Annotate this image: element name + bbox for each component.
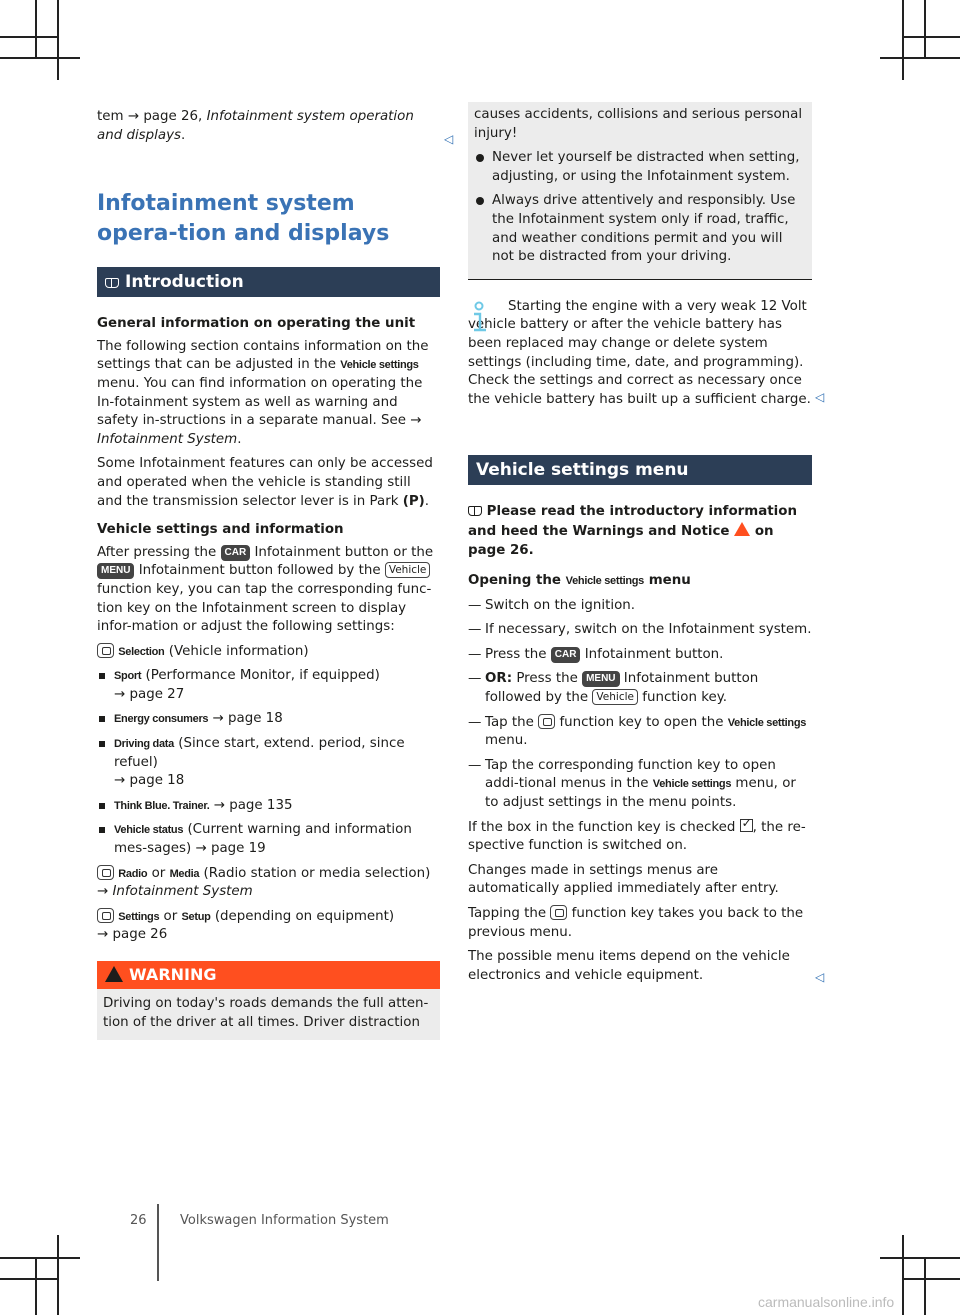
steps-list	[468, 597, 812, 813]
crop-mark	[880, 1257, 960, 1259]
list-item: Always drive attentively and responsibly. Use the Infotainment system only if road, traffic, and weather conditions permit and you will not be distracted from your driving.	[474, 192, 806, 266]
crop-mark	[924, 0, 926, 57]
warning-header: WARNING	[97, 961, 440, 989]
opening-heading: Opening the Vehicle settings menu	[468, 573, 691, 589]
warning-continued: causes accidents, collisions and serious personal injury! Never let yourself be distracted when setting, adjusting, or using the Infotainment system. Always drive attentively and responsibly. Use the Infotainment system only if road, traffic, and weather conditions permit and you will not be distracted from your driving.	[468, 102, 812, 280]
list-item: — Switch on the ignition.	[468, 597, 812, 616]
paragraph-buttons: After pressing the CAR Infotainment button or the MENU Infotainment button followed by the Vehicle function key, you can tap the corresponding func-tion key on the Infotainment screen to display infor-mation or adjust the following settings:	[97, 544, 434, 635]
warning-triangle-icon	[734, 522, 750, 536]
car-info-icon	[97, 643, 114, 658]
radio-line: Radio or Media (Radio station or media selection) → Infotainment System	[97, 865, 431, 900]
list-item: — Tap the function key to open the Vehicle settings menu.	[468, 714, 812, 751]
end-of-section-icon: ◁	[444, 132, 454, 146]
page-link[interactable]: page 135	[229, 797, 293, 813]
list-item: — OR: Press the MENU Infotainment button followed by the Vehicle function key.	[468, 670, 812, 707]
read-intro: Please read the introductory information and heed the Warnings and Notice on page 26.	[468, 504, 797, 558]
crop-mark	[0, 57, 80, 59]
list-item: Energy consumers → page 18	[97, 710, 440, 729]
crop-mark	[0, 1278, 58, 1280]
list-item: — If necessary, switch on the Infotainment system.	[468, 621, 812, 640]
page-footer	[130, 1212, 389, 1231]
paragraph-changes: Changes made in settings menus are automatically applied immediately after entry.	[468, 862, 779, 897]
crop-mark	[35, 0, 37, 57]
crop-mark	[902, 1235, 904, 1315]
warning-bullets	[474, 149, 806, 267]
paragraph-checkbox: If the box in the function key is checked ✓ , the re-spective function is switched on.	[468, 819, 812, 856]
paragraph-intro: The following section contains information on the settings that can be adjusted in the Vehicle settings menu. You can find information on operating the In-fotainment system as well as warning and safety in-structions in a separate manual. See → Infotainment System.	[97, 338, 429, 447]
list-item: Think Blue. Trainer. → page 135	[97, 797, 440, 816]
menu-button-icon: MENU	[582, 671, 619, 687]
menu-button-icon: MENU	[97, 563, 134, 579]
crop-mark	[902, 0, 904, 80]
crop-mark	[902, 1278, 960, 1280]
paragraph-park: Some Infotainment features can only be accessed and operated when the vehicle is standing still and the transmission selector lever is in Park (P).	[97, 456, 433, 509]
car-button-icon: CAR	[221, 545, 251, 561]
section-bar-vehicle-settings: Vehicle settings menu	[468, 455, 812, 485]
settings-line: Settings or Setup (depending on equipment) → page 26	[97, 908, 395, 943]
page-link[interactable]: page 18	[129, 773, 185, 789]
list-item: Vehicle status (Current warning and information mes-sages) → page 19	[97, 821, 440, 858]
left-column	[97, 108, 454, 1040]
book-icon	[105, 278, 119, 288]
info-icon	[468, 300, 490, 334]
intro-run-on: tem → page 26, Infotainment system operation and displays.	[97, 109, 414, 143]
warning-triangle-icon	[105, 966, 123, 982]
page-link[interactable]: page 19	[210, 841, 266, 857]
list-item: Driving data (Since start, extend. period, since refuel) → page 18	[97, 735, 440, 791]
crop-mark	[57, 0, 59, 80]
crop-mark	[0, 36, 58, 38]
warning-body: Driving on today's roads demands the full atten-tion of the driver at all times. Driver distraction	[97, 989, 440, 1040]
settings-icon	[97, 908, 114, 923]
note-block: Starting the engine with a very weak 12 Volt vehicle battery or after the vehicle battery has been replaced may change or delete system settings (including time, date, and programming). Check the settings and correct as necessary once the vehicle battery has built up a sufficient charge. ◁	[468, 298, 825, 407]
vehicle-key-icon: Vehicle	[592, 689, 638, 705]
footer-title: Volkswagen Information System	[180, 1213, 389, 1228]
selection-line: Selection (Vehicle information)	[97, 643, 440, 662]
subheading-general: General information on operating the unit	[97, 316, 416, 332]
end-of-section-icon: ◁	[815, 970, 825, 985]
page-number: 26	[130, 1213, 147, 1228]
right-column	[468, 106, 825, 991]
list-item: — Press the CAR Infotainment button.	[468, 646, 812, 665]
car-button-icon: CAR	[551, 647, 581, 663]
radio-icon	[97, 865, 114, 880]
settings-icon	[538, 714, 555, 729]
end-of-section-icon: ◁	[815, 389, 825, 404]
paragraph-back: Tapping the function key takes you back to the previous menu.	[468, 906, 804, 940]
crop-mark	[0, 1257, 80, 1259]
page-link[interactable]: page 26	[112, 927, 168, 943]
vehicle-key-icon: Vehicle	[385, 562, 431, 578]
page-link[interactable]: page 27	[129, 686, 185, 702]
checkbox-icon	[740, 819, 753, 832]
list-item: Sport (Performance Monitor, if equipped) → page 27	[97, 667, 440, 704]
chapter-heading: Infotainment system opera-tion and displays	[97, 191, 390, 247]
selection-items	[97, 667, 440, 858]
crop-mark	[902, 36, 960, 38]
crop-mark	[57, 1235, 59, 1315]
list-item: Never let yourself be distracted when setting, adjusting, or using the Infotainment system.	[474, 149, 806, 186]
list-item: — Tap the corresponding function key to open addi-tional menus in the Vehicle settings menu, or to adjust settings in the menu points.	[468, 757, 812, 813]
subheading-vehicle-settings: Vehicle settings and information	[97, 522, 344, 538]
page-link[interactable]: page 18	[227, 711, 283, 727]
link-infotainment-ops[interactable]: Infotainment system operation and displays	[97, 109, 414, 143]
footer-divider	[157, 1204, 159, 1281]
back-icon	[550, 905, 567, 920]
watermark: carmanualsonline.info	[758, 1294, 895, 1310]
crop-mark	[35, 1258, 37, 1315]
section-bar-introduction: Introduction	[97, 267, 440, 297]
link-infotainment-system[interactable]: Infotainment System	[97, 431, 238, 447]
paragraph-menu-items: The possible menu items depend on the vehicle electronics and vehicle equipment. ◁	[468, 948, 812, 985]
crop-mark	[924, 1258, 926, 1315]
link-infotainment-system[interactable]: Infotainment System	[112, 884, 253, 900]
book-icon	[468, 506, 482, 516]
crop-mark	[880, 57, 960, 59]
